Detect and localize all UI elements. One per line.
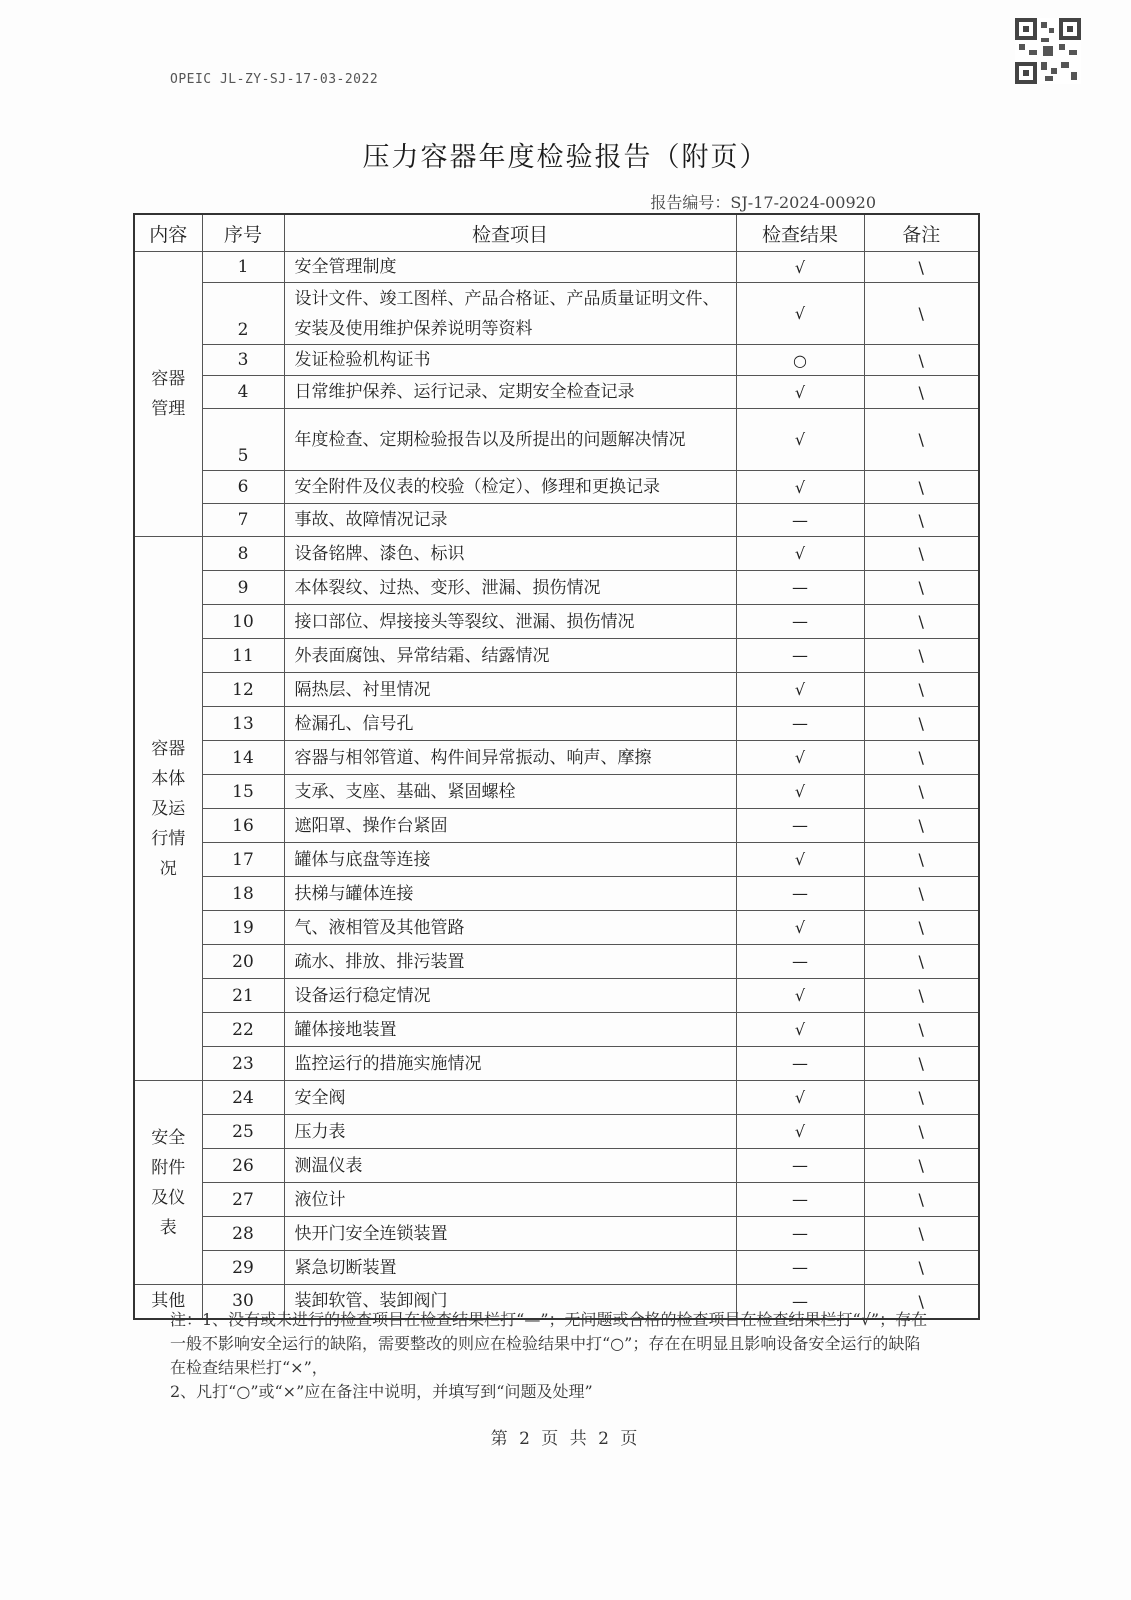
- remark: \: [864, 741, 979, 775]
- check-item: 气、液相管及其他管路: [284, 911, 736, 945]
- remark: \: [864, 571, 979, 605]
- row-number: 19: [202, 911, 284, 945]
- document-code: OPEIC JL-ZY-SJ-17-03-2022: [170, 72, 379, 87]
- category-cell: 其他: [134, 1285, 202, 1319]
- check-result: √: [736, 775, 864, 809]
- remark: \: [864, 809, 979, 843]
- check-result: —: [736, 504, 864, 537]
- row-number: 23: [202, 1047, 284, 1081]
- remark: \: [864, 409, 979, 471]
- check-result: √: [736, 1115, 864, 1149]
- table-row: [134, 605, 979, 639]
- remark: \: [864, 911, 979, 945]
- check-item: 日常维护保养、运行记录、定期安全检查记录: [284, 376, 736, 409]
- remark: \: [864, 1081, 979, 1115]
- row-number: 16: [202, 809, 284, 843]
- row-number: 17: [202, 843, 284, 877]
- remark: \: [864, 537, 979, 571]
- check-item: 压力表: [284, 1115, 736, 1149]
- remark: \: [864, 1285, 979, 1319]
- header-check-item: 检查项目: [284, 214, 736, 252]
- check-item: 紧急切断装置: [284, 1251, 736, 1285]
- table-row: [134, 1149, 979, 1183]
- row-number: 15: [202, 775, 284, 809]
- table-row: [134, 1081, 979, 1115]
- remark: \: [864, 504, 979, 537]
- table-row: [134, 911, 979, 945]
- page-number: 第 2 页 共 2 页: [490, 1429, 641, 1449]
- table-row: [134, 471, 979, 504]
- table-row: [134, 376, 979, 409]
- remark: \: [864, 1217, 979, 1251]
- check-item: 安全管理制度: [284, 252, 736, 283]
- check-result: √: [736, 911, 864, 945]
- check-result: √: [736, 741, 864, 775]
- check-result: √: [736, 252, 864, 283]
- inspection-table: [133, 213, 980, 1320]
- row-number: 4: [202, 376, 284, 409]
- check-result: —: [736, 605, 864, 639]
- table-row: [134, 979, 979, 1013]
- table-row: [134, 809, 979, 843]
- row-number: 1: [202, 252, 284, 283]
- row-number: 27: [202, 1183, 284, 1217]
- check-item: 检漏孔、信号孔: [284, 707, 736, 741]
- check-item: 装卸软管、装卸阀门: [284, 1285, 736, 1319]
- check-item: 容器与相邻管道、构件间异常振动、响声、摩擦: [284, 741, 736, 775]
- remark: \: [864, 376, 979, 409]
- check-item: 支承、支座、基础、紧固螺栓: [284, 775, 736, 809]
- check-result: √: [736, 537, 864, 571]
- row-number: 11: [202, 639, 284, 673]
- check-result: √: [736, 673, 864, 707]
- table-row: [134, 945, 979, 979]
- row-number: 10: [202, 605, 284, 639]
- check-item: 罐体与底盘等连接: [284, 843, 736, 877]
- table-row: [134, 639, 979, 673]
- check-item: 隔热层、衬里情况: [284, 673, 736, 707]
- check-item: 本体裂纹、过热、变形、泄漏、损伤情况: [284, 571, 736, 605]
- note-1: 注：1、没有或未进行的检查项目在检查结果栏打“—”；无问题或合格的检查项目在检查结果栏打“√”；存在一般不影响安全运行的缺陷，需要整改的则应在检验结果中打“○”；存在在明显且影响设备安全运行的缺陷在检查结果栏打“×”，: [170, 1310, 928, 1377]
- row-number: 25: [202, 1115, 284, 1149]
- header-content: 内容: [134, 214, 202, 252]
- remark: \: [864, 673, 979, 707]
- remark: \: [864, 775, 979, 809]
- row-number: 20: [202, 945, 284, 979]
- remark: \: [864, 605, 979, 639]
- table-row: [134, 775, 979, 809]
- check-result: —: [736, 1251, 864, 1285]
- check-item: 设计文件、竣工图样、产品合格证、产品质量证明文件、安装及使用维护保养说明等资料: [284, 283, 736, 345]
- row-number: 28: [202, 1217, 284, 1251]
- remark: \: [864, 1115, 979, 1149]
- notes: [170, 1308, 930, 1404]
- table-row: [134, 673, 979, 707]
- table-row: [134, 345, 979, 376]
- check-result: √: [736, 283, 864, 345]
- check-result: —: [736, 809, 864, 843]
- row-number: 30: [202, 1285, 284, 1319]
- table-row: [134, 409, 979, 471]
- check-item: 设备运行稳定情况: [284, 979, 736, 1013]
- check-result: √: [736, 409, 864, 471]
- table-row: [134, 1013, 979, 1047]
- check-item: 疏水、排放、排污装置: [284, 945, 736, 979]
- remark: \: [864, 345, 979, 376]
- page-title: 压力容器年度检验报告（附页）: [362, 142, 769, 173]
- check-item: 事故、故障情况记录: [284, 504, 736, 537]
- header-check-result: 检查结果: [736, 214, 864, 252]
- row-number: 29: [202, 1251, 284, 1285]
- check-item: 安全阀: [284, 1081, 736, 1115]
- check-item: 接口部位、焊接接头等裂纹、泄漏、损伤情况: [284, 605, 736, 639]
- row-number: 21: [202, 979, 284, 1013]
- remark: \: [864, 979, 979, 1013]
- table-row: [134, 537, 979, 571]
- check-result: √: [736, 979, 864, 1013]
- check-result: —: [736, 877, 864, 911]
- check-item: 外表面腐蚀、异常结霜、结露情况: [284, 639, 736, 673]
- table-row: [134, 1251, 979, 1285]
- check-result: —: [736, 571, 864, 605]
- table-header-row: [134, 214, 979, 252]
- remark: \: [864, 1251, 979, 1285]
- check-result: —: [736, 945, 864, 979]
- check-result: —: [736, 639, 864, 673]
- check-item: 扶梯与罐体连接: [284, 877, 736, 911]
- check-item: 测温仪表: [284, 1149, 736, 1183]
- row-number: 3: [202, 345, 284, 376]
- check-item: 年度检查、定期检验报告以及所提出的问题解决情况: [284, 409, 736, 471]
- row-number: 2: [202, 283, 284, 345]
- row-number: 9: [202, 571, 284, 605]
- row-number: 22: [202, 1013, 284, 1047]
- check-item: 液位计: [284, 1183, 736, 1217]
- header-number: 序号: [202, 214, 284, 252]
- remark: \: [864, 1013, 979, 1047]
- qr-code-icon: [1015, 18, 1081, 84]
- row-number: 13: [202, 707, 284, 741]
- remark: \: [864, 1149, 979, 1183]
- remark: \: [864, 639, 979, 673]
- table-row: [134, 283, 979, 345]
- check-result: √: [736, 471, 864, 504]
- row-number: 7: [202, 504, 284, 537]
- note-2: 2、凡打“○”或“×”应在备注中说明，并填写到“问题及处理”: [170, 1382, 593, 1401]
- table-row: [134, 1047, 979, 1081]
- table-row: [134, 504, 979, 537]
- check-result: √: [736, 376, 864, 409]
- row-number: 18: [202, 877, 284, 911]
- check-result: —: [736, 1217, 864, 1251]
- check-result: —: [736, 1183, 864, 1217]
- remark: \: [864, 283, 979, 345]
- row-number: 6: [202, 471, 284, 504]
- remark: \: [864, 1183, 979, 1217]
- table-row: [134, 707, 979, 741]
- category-cell: 容器本体及运行情况: [134, 537, 202, 1081]
- category-cell: 安全附件及仪表: [134, 1081, 202, 1285]
- remark: \: [864, 945, 979, 979]
- check-result: √: [736, 1081, 864, 1115]
- check-result: —: [736, 1149, 864, 1183]
- check-result: —: [736, 1047, 864, 1081]
- check-item: 发证检验机构证书: [284, 345, 736, 376]
- row-number: 26: [202, 1149, 284, 1183]
- remark: \: [864, 843, 979, 877]
- check-result: —: [736, 1285, 864, 1319]
- table-row: [134, 1217, 979, 1251]
- table-row: [134, 571, 979, 605]
- row-number: 24: [202, 1081, 284, 1115]
- check-item: 设备铭牌、漆色、标识: [284, 537, 736, 571]
- remark: \: [864, 471, 979, 504]
- check-item: 安全附件及仪表的校验（检定）、修理和更换记录: [284, 471, 736, 504]
- row-number: 5: [202, 409, 284, 471]
- table-row: [134, 252, 979, 283]
- remark: \: [864, 877, 979, 911]
- remark: \: [864, 707, 979, 741]
- table-row: [134, 1115, 979, 1149]
- remark: \: [864, 252, 979, 283]
- check-item: 快开门安全连锁装置: [284, 1217, 736, 1251]
- table-row: [134, 741, 979, 775]
- remark: \: [864, 1047, 979, 1081]
- check-item: 监控运行的措施实施情况: [284, 1047, 736, 1081]
- row-number: 12: [202, 673, 284, 707]
- check-result: ○: [736, 345, 864, 376]
- table-row: [134, 843, 979, 877]
- check-result: √: [736, 843, 864, 877]
- category-cell: 容器管理: [134, 252, 202, 537]
- row-number: 8: [202, 537, 284, 571]
- report-number: 报告编号：SJ-17-2024-00920: [650, 193, 876, 212]
- row-number: 14: [202, 741, 284, 775]
- table-row: [134, 877, 979, 911]
- check-result: —: [736, 707, 864, 741]
- header-remark: 备注: [864, 214, 979, 252]
- table-row: [134, 1183, 979, 1217]
- check-result: √: [736, 1013, 864, 1047]
- check-item: 罐体接地装置: [284, 1013, 736, 1047]
- check-item: 遮阳罩、操作台紧固: [284, 809, 736, 843]
